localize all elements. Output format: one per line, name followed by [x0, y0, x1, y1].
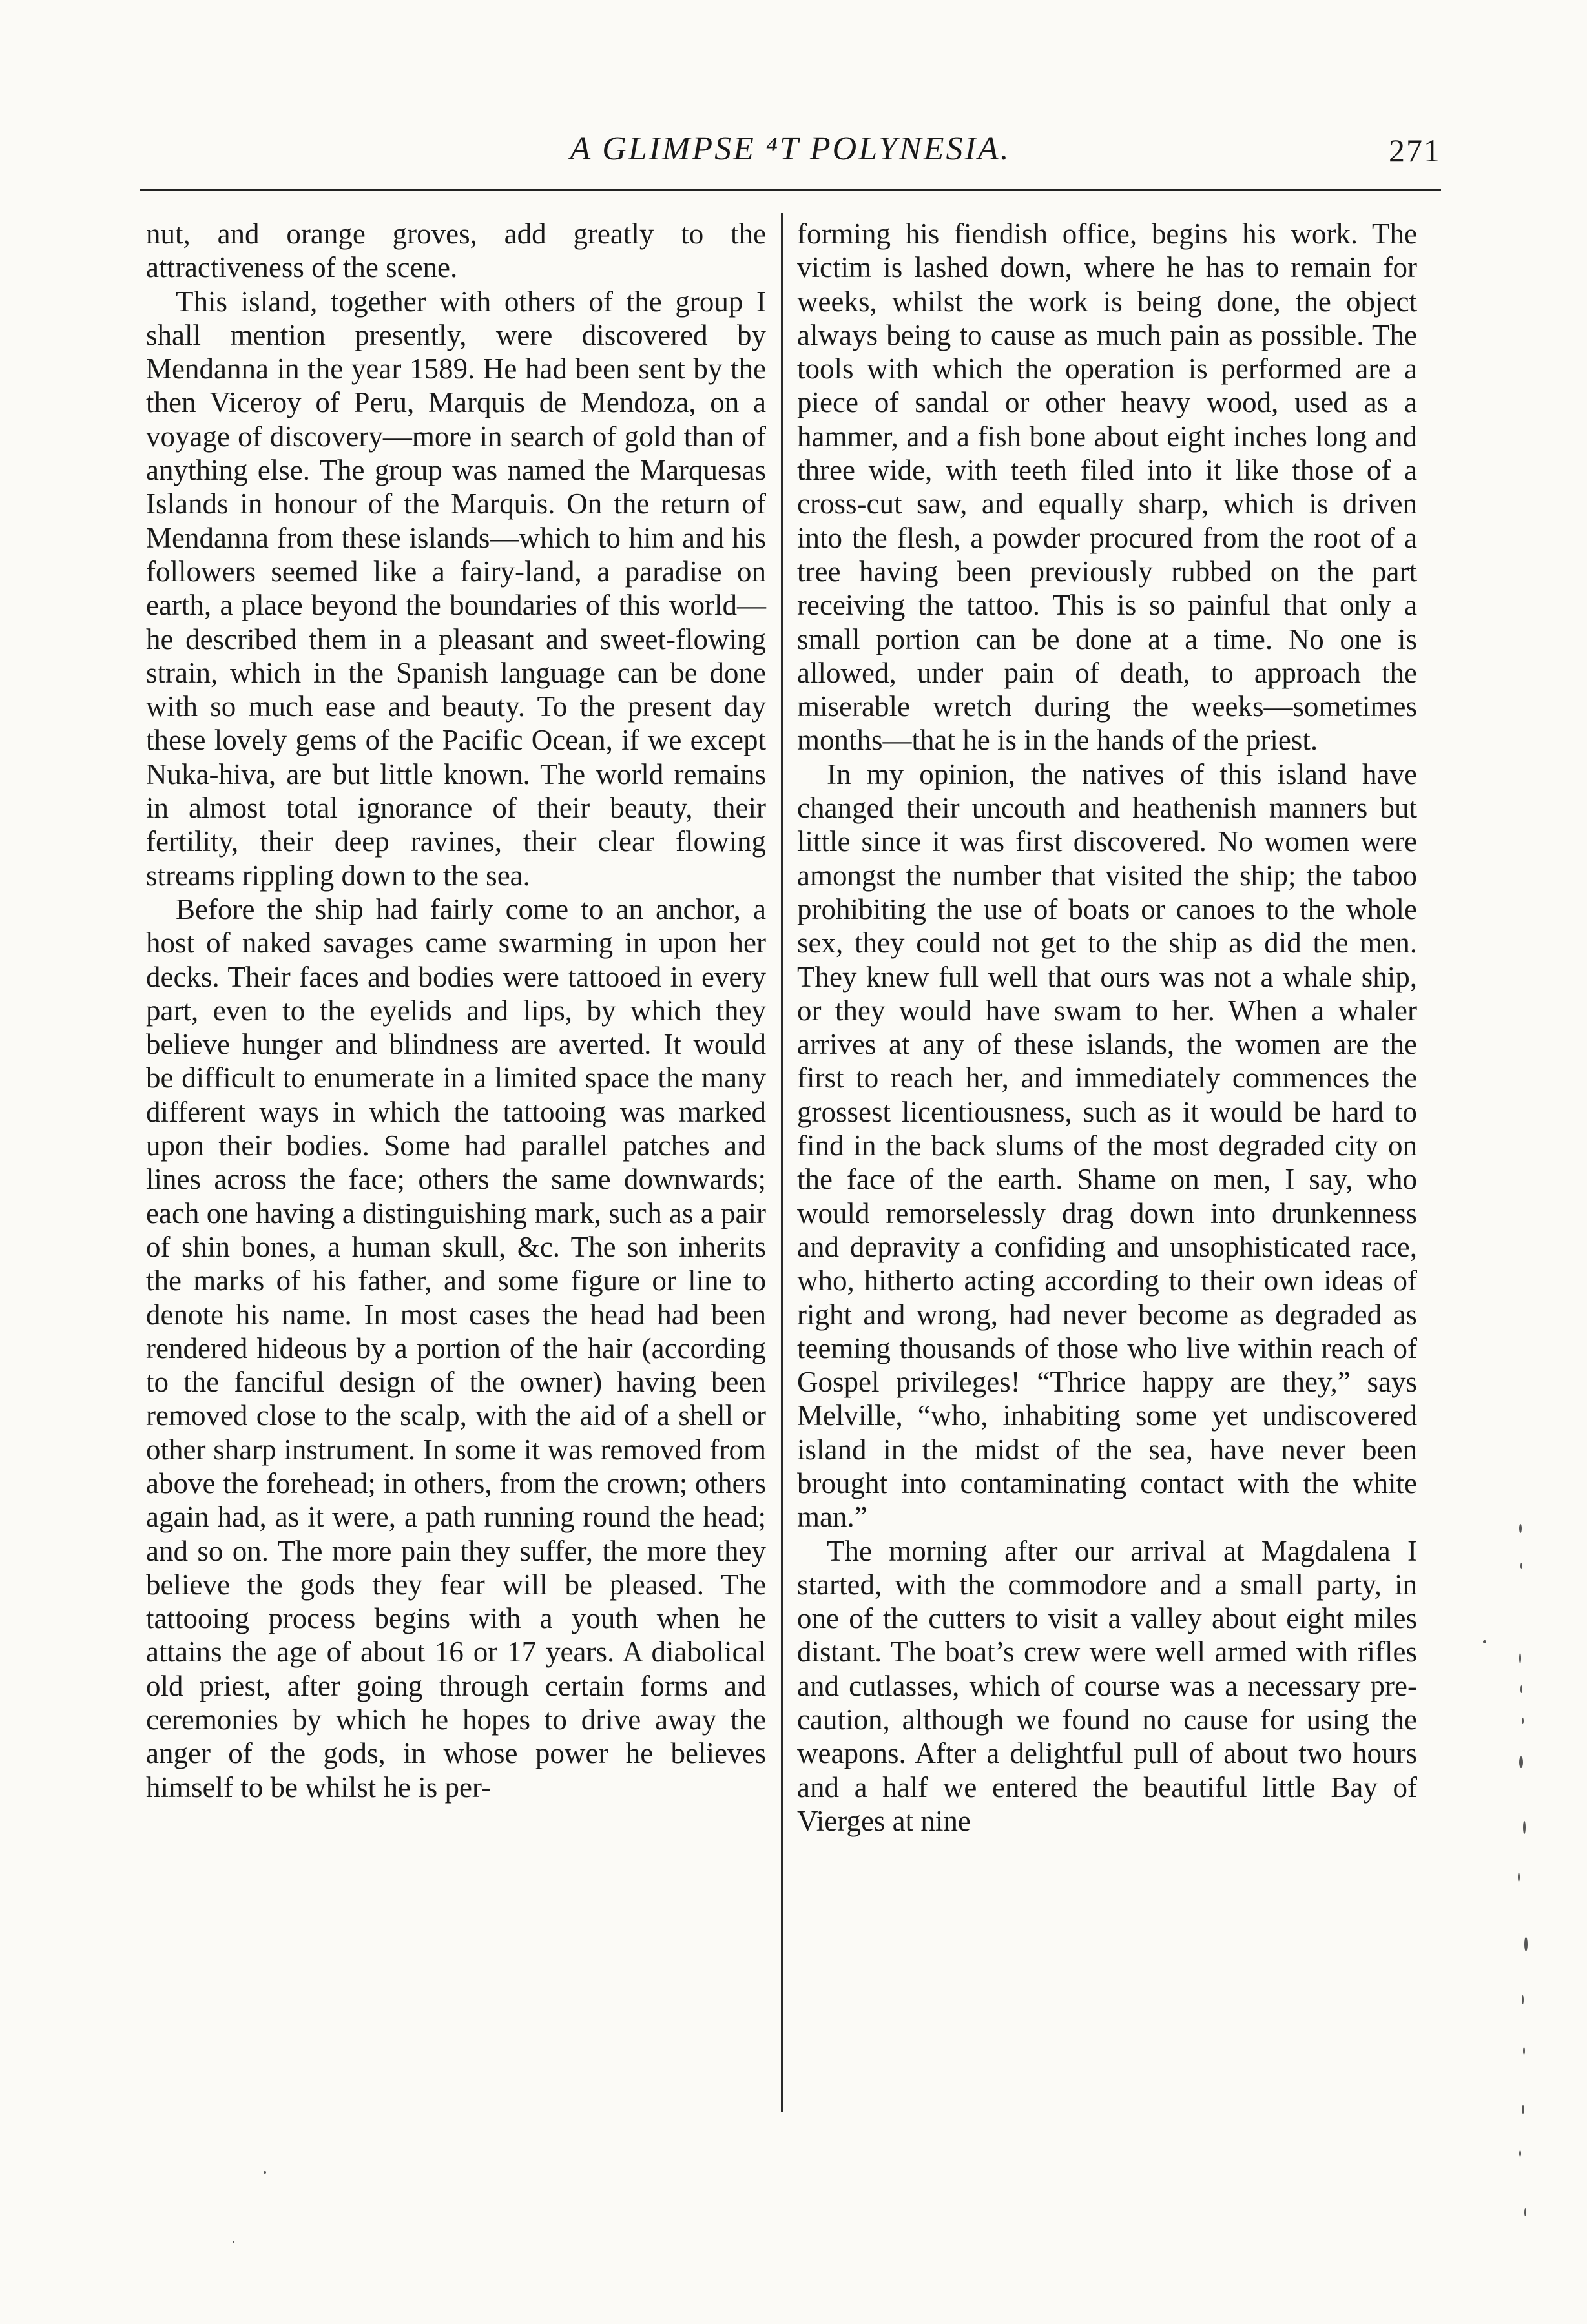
- running-title: A GLIMPSE ⁴T POLYNESIA.: [570, 130, 1011, 167]
- paragraph: The morning after our arrival at Magdalena I started, with the commodore and a small party, in one of the cutters to visit a valley about eight miles distant. The boat’s crew were well armed with rifles and cutlasses, which of course was a necessary precaution, although we found no cause for using the weapons. After a delightful pull of about two hours and a half we entered the beautiful little Bay of Vierges at nine: [797, 1534, 1417, 1837]
- paragraph: nut, and orange groves, add greatly to the attractiveness of the scene.: [146, 218, 766, 284]
- right-column: [797, 217, 1417, 1838]
- left-column: [146, 217, 766, 1804]
- paragraph: This island, together with others of the group I shall mention presently, were discovered by Mendanna in the year 1589. He had been sent by the then Viceroy of Peru, Marquis de Mendoza, on a voyage of discovery—more in search of gold than of anything else. The group was named the Marquesas Islands in honour of the Marquis. On the return of Mendanna from these islands—which to him and his followers seemed like a fairy-land, a paradise on earth, a place beyond the boundaries of this world—he described them in a pleasant and sweet-flowing strain, which in the Spanish language can be done with so much ease and beauty. To the present day these lovely gems of the Pacific Ocean, if we except Nuka-hiva, are but little known. The world remains in almost total ignorance of their beauty, their fertility, their deep ravines, their clear flowing streams rippling down to the sea.: [146, 285, 766, 892]
- paragraph: In my opinion, the natives of this island have changed their uncouth and heathenish manners but little since it was first discovered. No women were amongst the number that visited the ship; the taboo prohibiting the use of boats or canoes to the whole sex, they could not get to the ship as did the men. They knew full well that ours was not a whale ship, or they would have swam to her. When a whaler arrives at any of these islands, the women are the first to reach her, and immediately commences the grossest licentiousness, such as it would be hard to find in the back slums of the most degraded city on the face of the earth. Shame on men, I say, who would remorselessly drag down into drunkenness and depravity a confiding and unsophisticated race, who, hitherto acting according to their own ideas of right and wrong, had never become as degraded as teeming thousands of those who live within reach of Gospel privileges! “Thrice happy are they,” says Melville, “who, inhabiting some yet undiscovered island in the midst of the sea, have never been brought into contaminating contact with the white man.”: [797, 757, 1417, 1534]
- paragraph: forming his fiendish office, begins his work. The victim is lashed down, where he has to remain for weeks, whilst the work is being done, the object always being to cause as much pain as possible. The tools with which the operation is performed are a piece of sandal or other heavy wood, used as a hammer, and a fish bone about eight inches long and three wide, with teeth filed into it like those of a cross-cut saw, and equally sharp, which is driven into the flesh, a powder procured from the root of a tree having been previously rubbed on the part receiving the tattoo. This is so painful that only a small portion can be done at a time. No one is allowed, under pain of death, to approach the miserable wretch during the weeks—sometimes months—that he is in the hands of the priest.: [797, 218, 1417, 757]
- page-number: 271: [1389, 132, 1441, 169]
- column-rule: [781, 213, 783, 2112]
- page-header: [140, 127, 1441, 178]
- paragraph: Before the ship had fairly come to an anchor, a host of naked savages came swarming in upon her decks. Their faces and bodies were tattooed in every part, even to the eyelids and lips, by which they believe hunger and blindness are averted. It would be difficult to enumerate in a limited space the many different ways in which the tattooing was marked upon their bodies. Some had parallel patches and lines across the face; others the same downwards; each one having a distinguishing mark, such as a pair of shin bones, a human skull, &c. The son inherits the marks of his father, and some figure or line to denote his name. In most cases the head had been rendered hideous by a portion of the hair (according to the fanciful design of the owner) having been removed close to the scalp, with the aid of a shell or other sharp instrument. In some it was removed from above the forehead; in others, from the crown; others again had, as it were, a path running round the head; and so on. The more pain they suffer, the more they believe the gods they fear will be pleased. The tattooing process begins with a youth when he attains the age of about 16 or 17 years. A diabolical old priest, after going through certain forms and ceremonies by which he hopes to drive away the anger of the gods, in whose power he believes himself to be whilst he is per-: [146, 892, 766, 1804]
- header-rule: [140, 189, 1441, 191]
